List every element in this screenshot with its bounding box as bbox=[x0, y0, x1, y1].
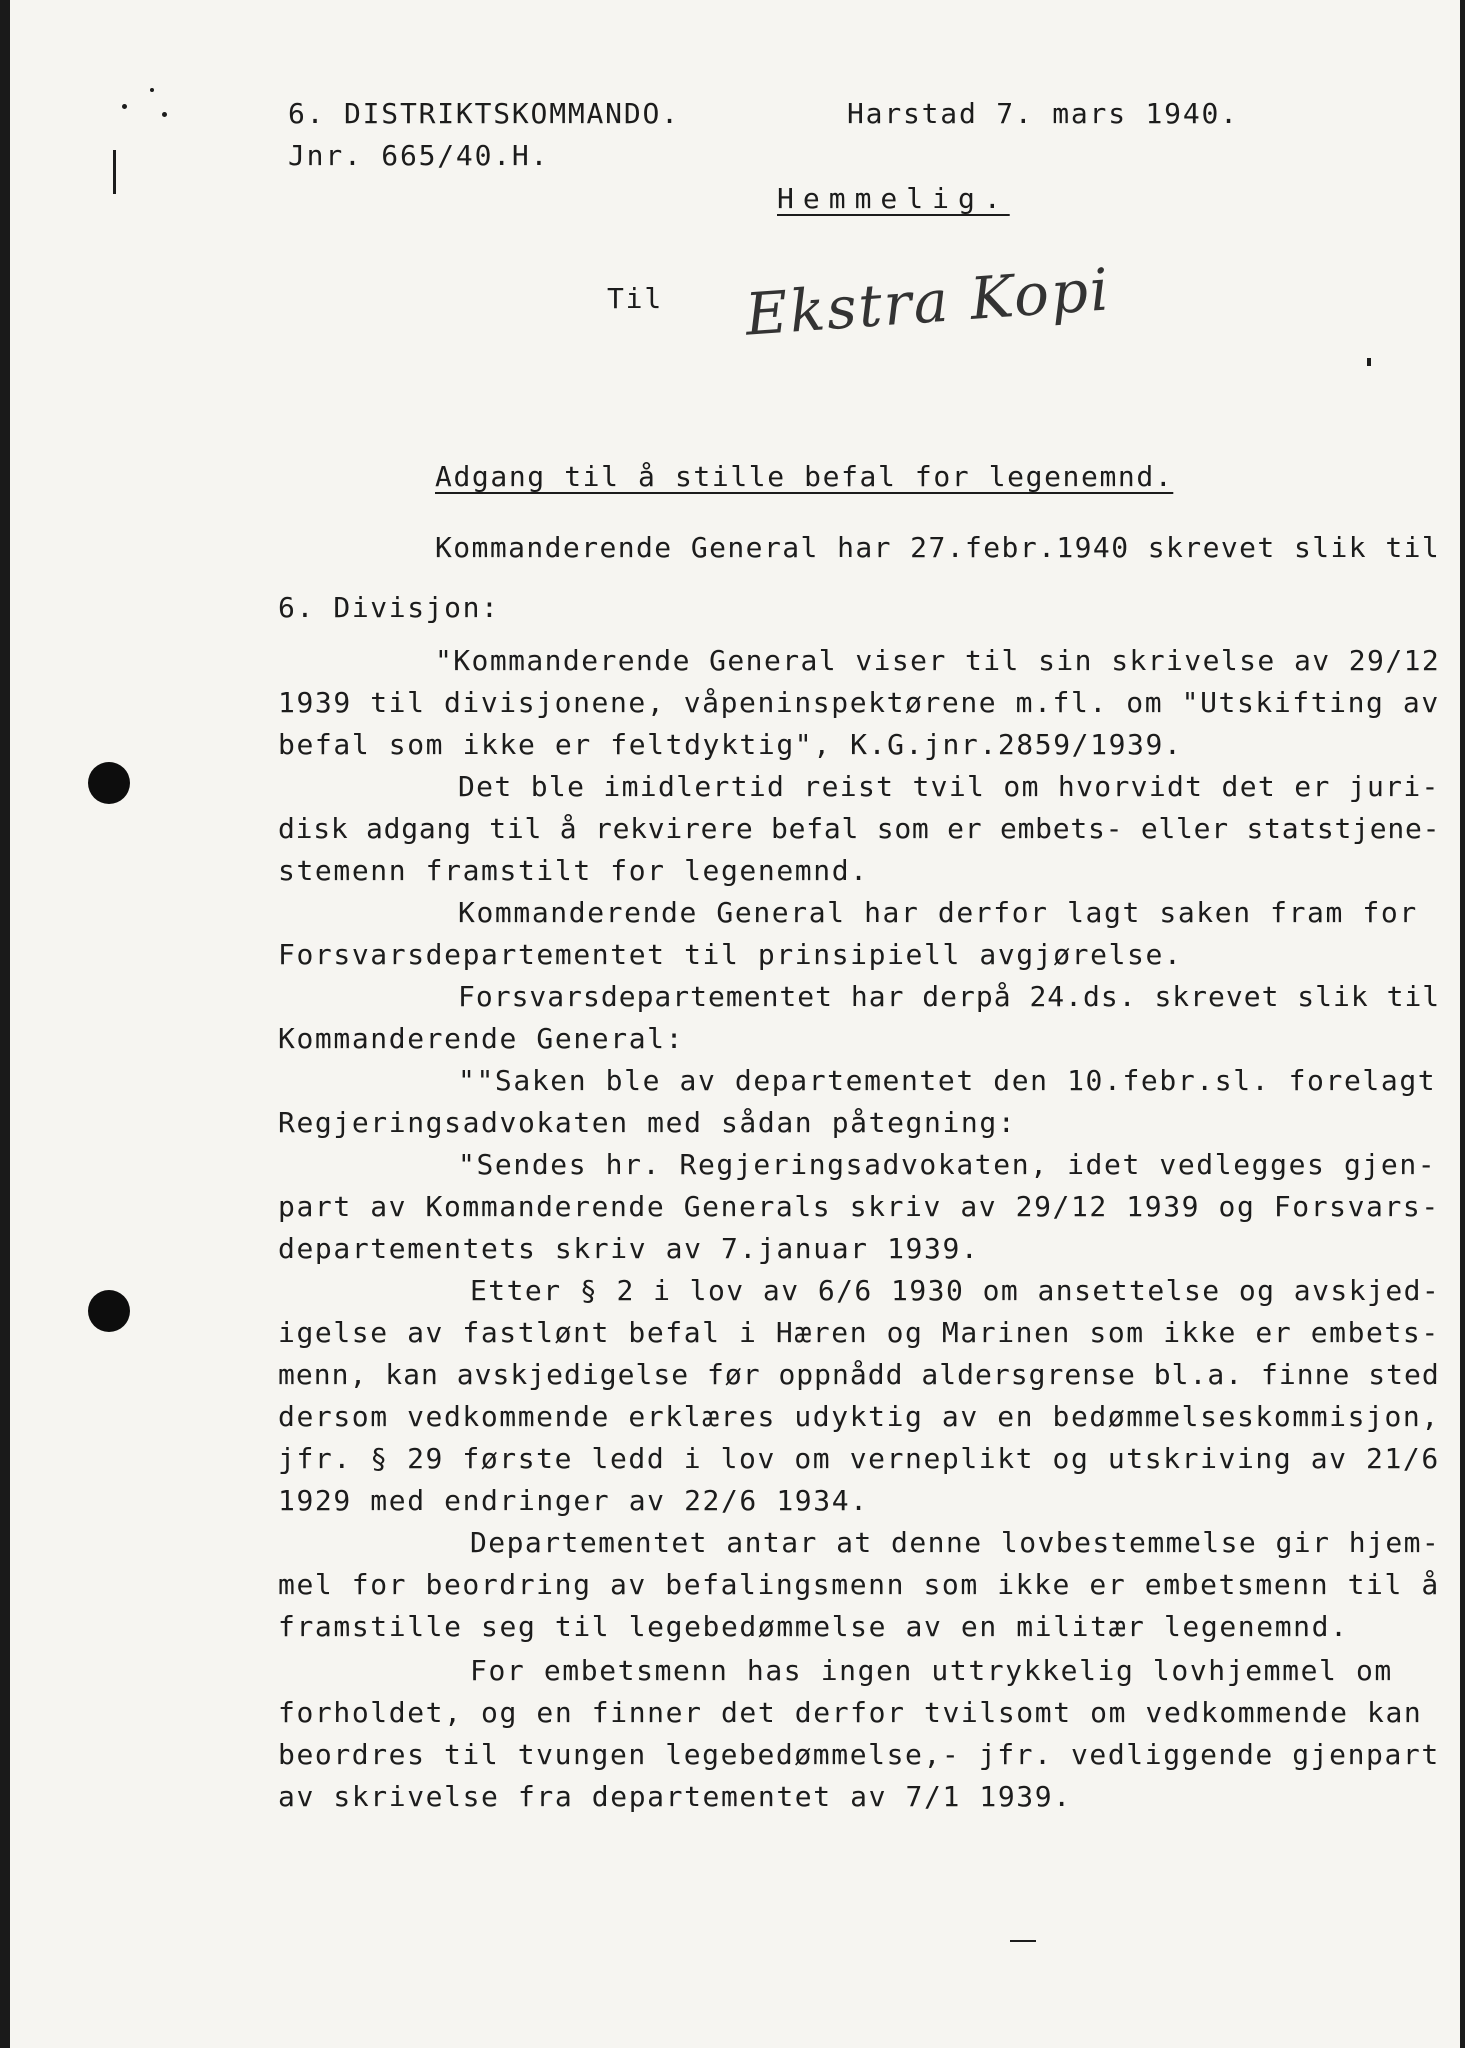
body-line: 1939 til divisjonene, våpeninspektørene m.fl. om "Utskifting av bbox=[278, 686, 1440, 719]
margin-mark bbox=[1010, 1940, 1036, 1942]
place-date: Harstad 7. mars 1940. bbox=[847, 97, 1239, 130]
recipient-label: Til bbox=[607, 282, 663, 315]
body-line: 1929 med endringer av 22/6 1934. bbox=[278, 1484, 869, 1517]
margin-mark bbox=[122, 104, 127, 109]
body-line: jfr. § 29 første ledd i lov om verneplikt og utskriving av 21/6 bbox=[278, 1442, 1440, 1475]
body-line: part av Kommanderende Generals skriv av 29/12 1939 og Forsvars- bbox=[278, 1190, 1440, 1223]
journal-number: Jnr. 665/40.H. bbox=[288, 139, 550, 172]
body-line: Departementet antar at denne lovbestemmelse gir hjem- bbox=[470, 1526, 1441, 1559]
body-line: Kommanderende General har derfor lagt saken fram for bbox=[458, 896, 1418, 929]
body-line: av skrivelse fra departementet av 7/1 1939. bbox=[278, 1780, 1072, 1813]
body-line: 6. Divisjon: bbox=[278, 591, 500, 624]
body-line: Forsvarsdepartementet har derpå 24.ds. skrevet slik til bbox=[458, 980, 1441, 1013]
body-line: framstille seg til legebedømmelse av en militær legenemnd. bbox=[278, 1610, 1349, 1643]
body-line: dersom vedkommende erklæres udyktig av en bedømmelseskommisjon, bbox=[278, 1400, 1440, 1433]
body-line: stemenn framstilt for legenemnd. bbox=[278, 854, 869, 887]
body-line: forholdet, og en finner det derfor tvilsomt om vedkommende kan bbox=[278, 1696, 1423, 1729]
punch-hole-bottom bbox=[88, 1290, 130, 1332]
body-line: mel for beordring av befalingsmenn som ikke er embetsmenn til å bbox=[278, 1568, 1440, 1601]
body-line: ""Saken ble av departementet den 10.febr.sl. forelagt bbox=[458, 1064, 1437, 1097]
document-page bbox=[10, 0, 1460, 2048]
body-line: "Sendes hr. Regjeringsadvokaten, idet vedlegges gjen- bbox=[458, 1148, 1437, 1181]
body-line: Det ble imidlertid reist tvil om hvorvidt det er juri- bbox=[458, 770, 1440, 803]
classification: Hemmelig. bbox=[777, 182, 1010, 215]
margin-mark bbox=[113, 150, 116, 194]
body-line: departementets skriv av 7.januar 1939. bbox=[278, 1232, 980, 1265]
body-line: beordres til tvungen legebedømmelse,- jfr. vedliggende gjenpart bbox=[278, 1738, 1440, 1771]
body-line: disk adgang til å rekvirere befal som er embets- eller statstjene- bbox=[278, 812, 1441, 845]
body-line: Kommanderende General: bbox=[278, 1022, 685, 1055]
body-line: Forsvarsdepartementet til prinsipiell avgjørelse. bbox=[278, 938, 1183, 971]
office-name: 6. DISTRIKTSKOMMANDO. bbox=[288, 97, 680, 130]
margin-mark bbox=[1367, 358, 1371, 366]
handwritten-annotation: Ekstra Kopi bbox=[743, 255, 1113, 349]
body-line: igelse av fastlønt befal i Hæren og Marinen som ikke er embets- bbox=[278, 1316, 1440, 1349]
body-line: befal som ikke er feltdyktig", K.G.jnr.2859/1939. bbox=[278, 728, 1183, 761]
document-title: Adgang til å stille befal for legenemnd. bbox=[435, 460, 1174, 493]
margin-mark bbox=[162, 112, 167, 117]
punch-hole-top bbox=[88, 762, 130, 804]
body-line: Regjeringsadvokaten med sådan påtegning: bbox=[278, 1106, 1017, 1139]
body-line: Etter § 2 i lov av 6/6 1930 om ansettelse og avskjed- bbox=[470, 1274, 1441, 1307]
body-line: Kommanderende General har 27.febr.1940 skrevet slik til bbox=[435, 531, 1441, 564]
body-line: menn, kan avskjedigelse før oppnådd aldersgrense bl.a. finne sted bbox=[278, 1358, 1440, 1391]
margin-mark bbox=[150, 88, 154, 92]
body-line: For embetsmenn has ingen uttrykkelig lovhjemmel om bbox=[470, 1654, 1393, 1687]
body-line: "Kommanderende General viser til sin skrivelse av 29/12 bbox=[435, 644, 1441, 677]
